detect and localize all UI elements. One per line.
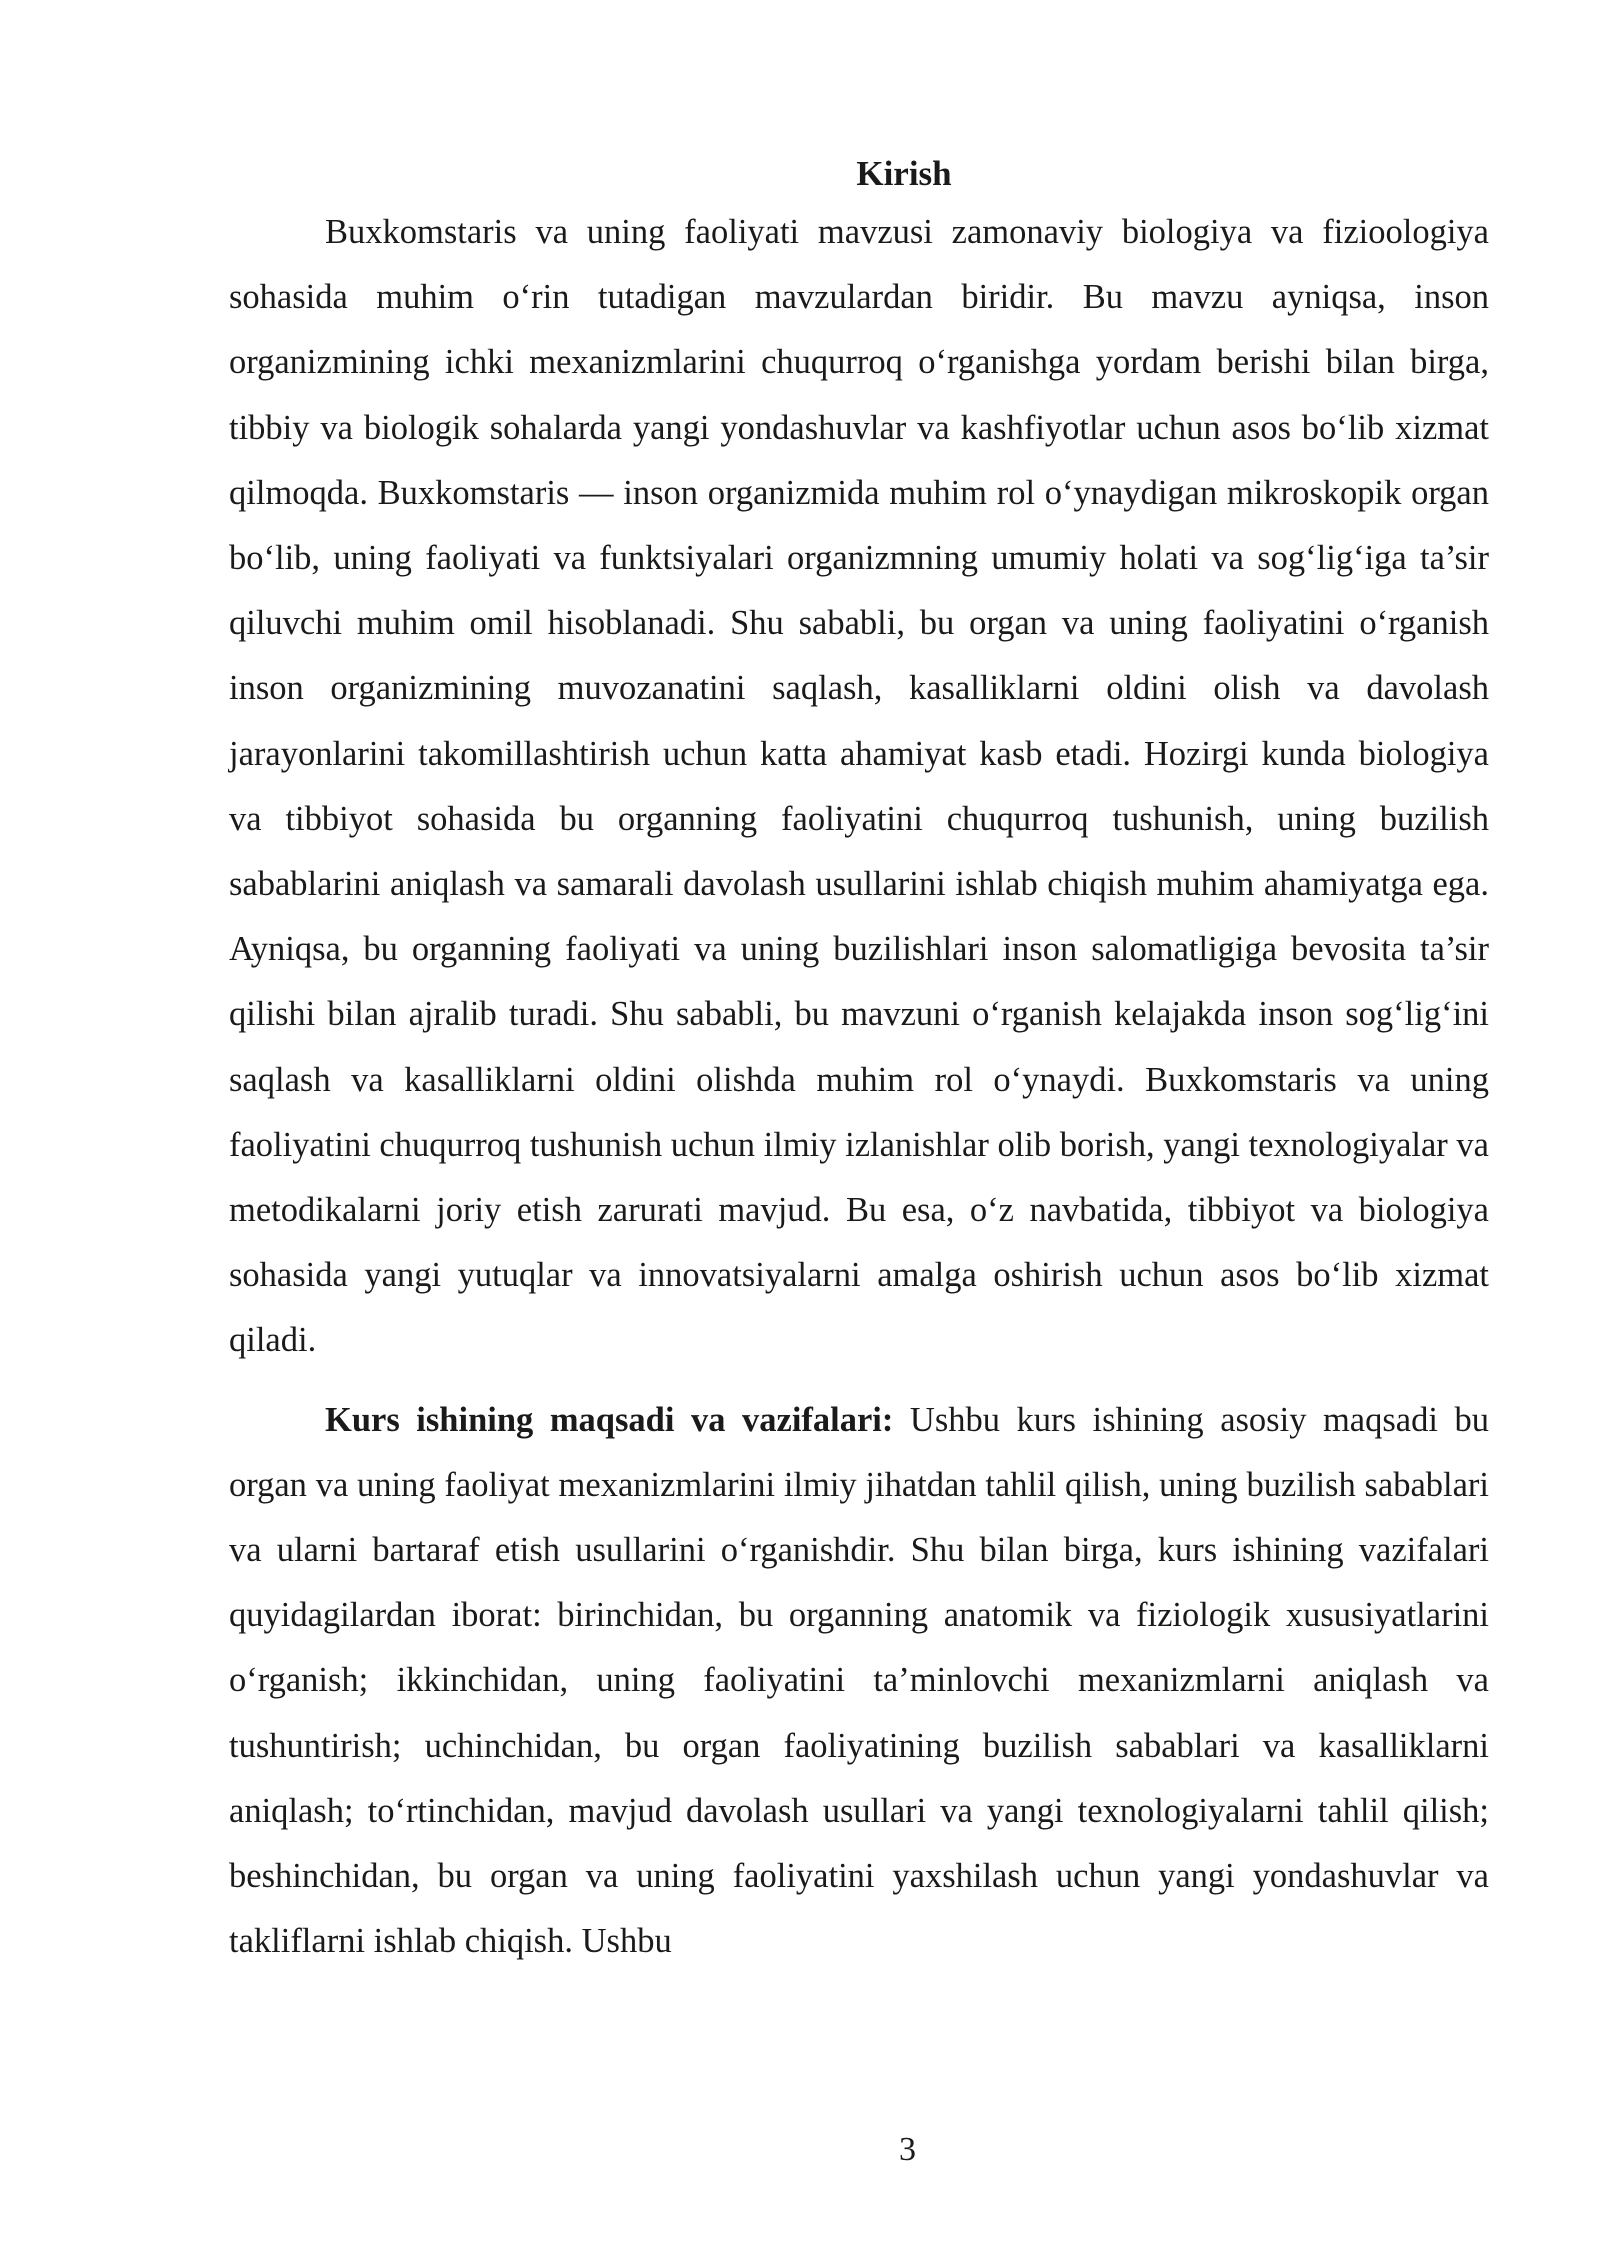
goals-body: Ushbu kurs ishining asosiy maqsadi bu organ va uning faoliyat mexanizmlarini ilmiy jihatdan tahlil qilish, uning buzilish sabablari va ularni bartaraf etish usullarini o‘rganishdir. Shu bilan birga, kurs ishining vazifalari quyidagilardan iborat: birinchidan, bu organning anatomik va fiziologik xususiyatlarini o‘rganish; ikkinchidan, uning faoliyatini ta’minlovchi mexanizmlarni aniqlash va tushuntirish; uchinchidan, bu organ faoliyatining buzilish sabablari va kasalliklarni aniqlash; to‘rtinchidan, mavjud davolash usullari va yangi texnologiyalarni tahlil qilish; beshinchidan, bu organ va uning faoliyatini yaxshilash uchun yangi yondashuvlar va takliflarni ishlab chiqish. Ushbu [229,1400,1489,1961]
goals-lead: Kurs ishining maqsadi va vazifalari: [325,1400,894,1439]
page-content [229,148,1489,1974]
intro-paragraph: Buxkomstaris va uning faoliyati mavzusi zamonaviy biologiya va fizioologiya sohasida muhim o‘rin tutadigan mavzulardan biridir. Bu mavzu ayniqsa, inson organizmining ichki mexanizmlarini chuqurroq o‘rganishga yordam berishi bilan birga, tibbiy va biologik sohalarda yangi yondashuvlar va kashfiyotlar uchun asos bo‘lib xizmat qilmoqda. Buxkomstaris — inson organizmida muhim rol o‘ynaydigan mikroskopik organ bo‘lib, uning faoliyati va funktsiyalari organizmning umumiy holati va sog‘lig‘iga ta’sir qiluvchi muhim omil hisoblanadi. Shu sababli, bu organ va uning faoliyatini o‘rganish inson organizmining muvozanatini saqlash, kasalliklarni oldini olish va davolash jarayonlarini takomillashtirish uchun katta ahamiyat kasb etadi. Hozirgi kunda biologiya va tibbiyot sohasida bu organning faoliyatini chuqurroq tushunish, uning buzilish sabablarini aniqlash va samarali davolash usullarini ishlab chiqish muhim ahamiyatga ega. Ayniqsa, bu organning faoliyati va uning buzilishlari inson salomatligiga bevosita ta’sir qilishi bilan ajralib turadi. Shu sababli, bu mavzuni o‘rganish kelajakda inson sog‘lig‘ini saqlash va kasalliklarni oldini olishda muhim rol o‘ynaydi. Buxkomstaris va uning faoliyatini chuqurroq tushunish uchun ilmiy izlanishlar olib borish, yangi texnologiyalar va metodikalarni joriy etish zarurati mavjud. Bu esa, o‘z navbatida, tibbiyot va biologiya sohasida yangi yutuqlar va innovatsiyalarni amalga oshirish uchun asos bo‘lib xizmat qiladi. [229,213,1489,1360]
goals-paragraph [229,1388,1489,1975]
page-number: 3 [899,2131,916,2168]
section-heading: Kirish [856,154,952,193]
